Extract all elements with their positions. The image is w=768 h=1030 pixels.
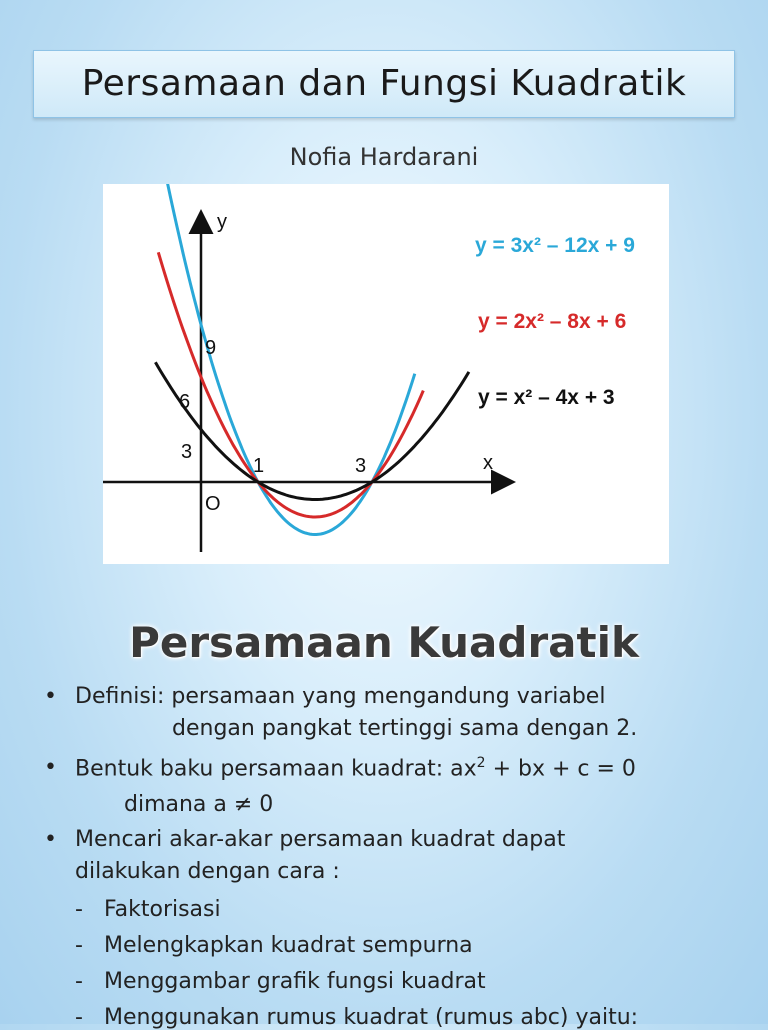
x-tick-1: 1 <box>253 455 265 477</box>
standard-form-post: + bx + c = 0 <box>485 756 636 782</box>
y-tick-6: 6 <box>179 391 191 413</box>
x-axis-label: x <box>483 452 493 474</box>
y-tick-3: 3 <box>181 441 193 463</box>
standard-form-exponent: 2 <box>476 755 486 771</box>
condition-line: dimana a ≠ 0 <box>124 792 274 817</box>
method-item-3: Menggambar grafik fungsi kuadrat <box>104 969 486 994</box>
method-item-2: Melengkapkan kuadrat sempurna <box>104 933 473 958</box>
section-title: Persamaan Kuadratik <box>129 618 639 667</box>
methods-line-1: Mencari akar-akar persamaan kuadrat dapat <box>75 827 566 852</box>
graph-svg <box>103 184 669 564</box>
definition-line-1: Definisi: persamaan yang mengandung variabel <box>75 684 606 709</box>
author-name: Nofia Hardarani <box>289 143 479 171</box>
curve-2 <box>158 252 423 517</box>
origin-label: O <box>205 493 221 515</box>
x-tick-3: 3 <box>355 455 367 477</box>
bullet-2: • <box>44 755 57 780</box>
standard-form-line <box>75 755 636 781</box>
dash-2: - <box>75 933 83 958</box>
legend-blue: y = 3x² – 12x + 9 <box>475 234 635 257</box>
legend-red: y = 2x² – 8x + 6 <box>478 310 627 333</box>
method-item-4: Menggunakan rumus kuadrat (rumus abc) yaitu: <box>104 1005 639 1030</box>
dash-4: - <box>75 1005 83 1030</box>
definition-line-2: dengan pangkat tertinggi sama dengan 2. <box>172 716 638 741</box>
bullet-3: • <box>44 827 57 852</box>
bullet-1: • <box>44 684 57 709</box>
quadratic-graph <box>103 184 669 564</box>
title-box <box>33 50 735 118</box>
slide-title: Persamaan dan Fungsi Kuadratik <box>81 63 687 104</box>
dash-1: - <box>75 897 83 922</box>
y-tick-9: 9 <box>205 337 217 359</box>
legend-black: y = x² – 4x + 3 <box>478 386 615 409</box>
method-item-1: Faktorisasi <box>104 897 221 922</box>
standard-form-pre: Bentuk baku persamaan kuadrat: ax <box>75 756 477 782</box>
dash-3: - <box>75 969 83 994</box>
y-axis-label: y <box>217 211 227 233</box>
methods-line-2: dilakukan dengan cara : <box>75 859 340 884</box>
